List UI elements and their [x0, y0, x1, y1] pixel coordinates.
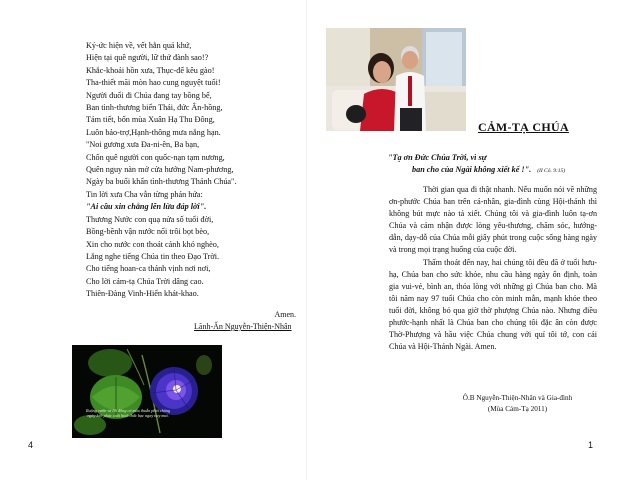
couple-photo-illustration — [326, 28, 466, 131]
signature-block — [440, 393, 595, 415]
body-text — [389, 184, 597, 353]
poem-line: Thiên-Đàng Vinh-Hiển khát-khao. — [86, 289, 199, 299]
paragraph: Thời gian qua đi thật nhanh. Nếu muốn nói về những ơn-phước Chúa ban trên cá-nhân, gia-đình cùng Hội-thánh thì không bút mực nào tả xiết. Chúng tôi và gia-đình luôn tạ-ơn Chúa và cảm nhận được lòng yêu-thương, chăm sóc, hướng-dẫn, dạy-dỗ của Chúa mỗi giây phút trong cuộc sống hàng ngày và trong mọi trạng huống của cuộc đời. — [389, 185, 597, 255]
quote-line-1: "Tạ ơn Đức Chúa Trời, vì sự — [388, 153, 487, 162]
poem-signoff — [194, 309, 296, 333]
poem-line: Hiện tại quê người, lữ thứ đành sao!? — [86, 53, 209, 63]
poem-line: Tha-thiết mãi mòn hao cung nguyệt tuổi! — [86, 78, 221, 88]
page-number-right: 1 — [588, 440, 594, 450]
poem-author: Lãnh-Ấn Nguyễn-Thiện-Nhân — [194, 322, 292, 331]
morning-glory-illustration — [72, 345, 222, 438]
amen-text: Amen. — [274, 310, 296, 319]
quote-line-2: ban cho của Ngài không xiết kể !". — [412, 165, 532, 174]
flower-image — [72, 345, 222, 438]
poem-line: Xin cho nước con thoát cảnh khó nghèo, — [86, 239, 219, 249]
page-heading: CẢM-TẠ CHÚA — [478, 120, 569, 134]
signature-note: (Mùa Cảm-Tạ 2011) — [487, 405, 548, 413]
poem-line: Ký-ức hiện về, vết hằn quá khứ, — [86, 41, 192, 50]
poem-line: Quên nguy nàn mở cửa hướng Nam-phương, — [86, 165, 234, 175]
poem-line-emphasis: "Ai cầu xin chẳng lẽn lừa đáp lời". — [86, 202, 207, 212]
poem-line: Cho lời cảm-tạ Chúa Trời dâng cao. — [86, 276, 204, 286]
poem-line: Bồng-bềnh vận nước nổi trôi bọt bèo, — [86, 227, 210, 237]
poem-line: Khắc-khoải hồn xưa, Thục-đế kêu gào! — [86, 65, 215, 75]
poem — [86, 40, 301, 301]
poem-line: Lắng nghe tiếng Chúa tin theo Đạo Trời. — [86, 251, 220, 261]
paragraph: Thấm thoát đến nay, hai chúng tôi đều đã ở tuổi hưu-hạ, Chúa ban cho sức khỏe, nhu cầu hàng ngày ổn định, toàn gia vui-vẻ, bình an, thỏa lòng với những gì Chúa ban cho. Mà tôi năm nay 97 tuổi Chúa cho còn minh mẫn, mạnh khỏe theo tuổi đời, không bỏ qua giờ thờ phượng Chúa nào. Nhưng điều phước-hạnh nhất là Chúa ban cho chúng tôi đặc ân còn được Thờ-Phượng và hầu việc Chúa chung với quí tôi tớ, con cái Chúa và Hội-Thánh Ngài. Amen. — [389, 257, 597, 352]
poem-line: Ban tình-thương biển Thái, đức Ân-hồng, — [86, 103, 223, 113]
poem-line: "Noi gương xưa Đa-ni-ên, Ba bạn, — [86, 140, 200, 150]
poem-line: Cho tiếng hoan-ca thánh vịnh nơi nơi, — [86, 264, 211, 274]
signature-name: Ô.B Nguyễn-Thiện-Nhân và Gia-đình — [462, 394, 573, 402]
poem-line: Thương Nước con quạ nửa số tuổi đời, — [86, 214, 214, 224]
poem-line: Ngày ba buổi khẩn tình-thương Thánh Chúa". — [86, 177, 237, 187]
poem-line: Luôn bảo-trợ,Hạnh-thông mưa nắng hạn. — [86, 127, 221, 137]
poem-line: Chốn quê người con quốc-nạn tạm nương, — [86, 152, 225, 162]
poem-line: Người đuổi đi Chúa đang tay bồng bế, — [86, 90, 212, 100]
scripture-quote — [388, 152, 588, 177]
page-number-left: 4 — [28, 440, 34, 450]
poem-line: Tin lời xưa Cha vẫn từng phán hứa: — [86, 189, 203, 199]
couple-photo — [326, 28, 466, 131]
flower-card-text: Ruộng vườn và lời đồng có mâu thuẫn phải chăng ngày kiệt phúc cuối hình thức bạc ngay nay mai. — [85, 408, 171, 418]
poem-line: Tám tiết, bốn mùa Xuân Hạ Thu Đông, — [86, 115, 215, 125]
quote-reference: (II Cô. 9:15) — [537, 168, 566, 174]
